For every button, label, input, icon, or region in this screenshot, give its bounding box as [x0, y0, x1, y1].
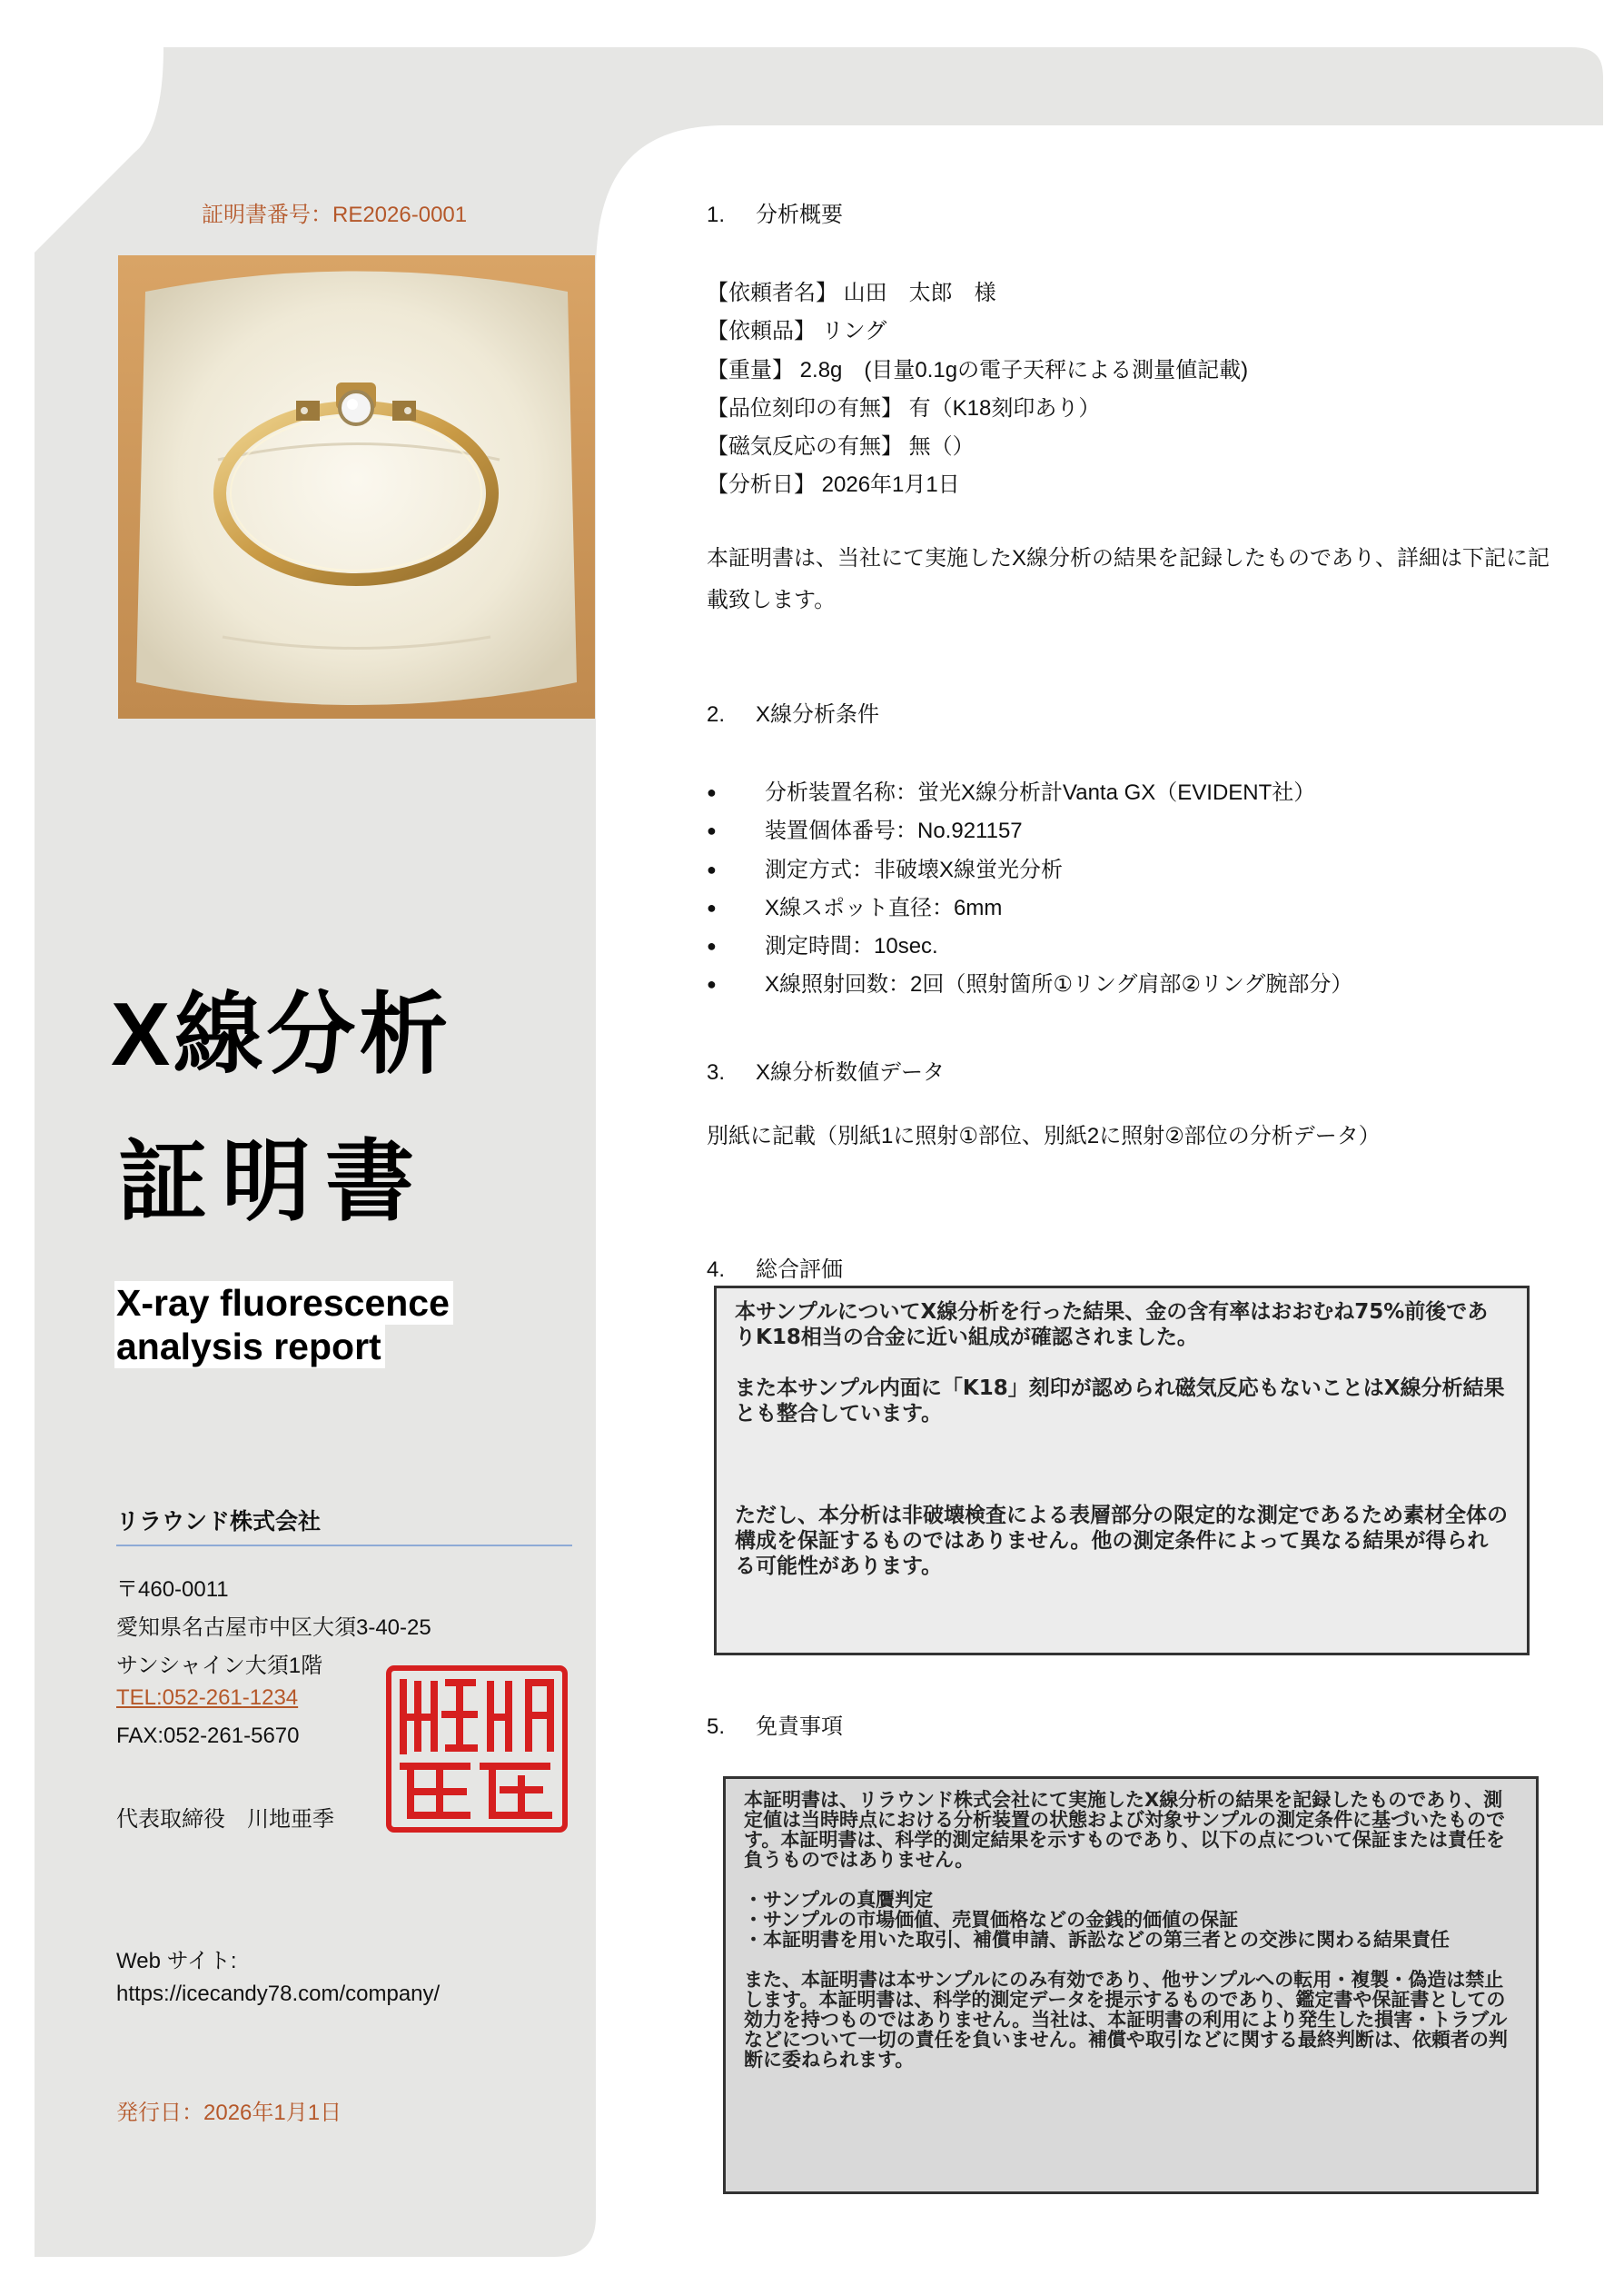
bullet-icon: ● — [707, 899, 717, 917]
web-url-link[interactable]: https://icecandy78.com/company/ — [116, 1982, 441, 2006]
title-line-1: X線分析 — [111, 984, 452, 1084]
section-1-number: 1. — [707, 203, 726, 227]
section-5-title: 免責事項 — [756, 1714, 843, 1739]
date-value: 2026年1月1日 — [821, 472, 960, 497]
company-name: リラウンド株式会社 — [116, 1509, 322, 1535]
postal-code: 〒460-0011 — [116, 1577, 229, 1602]
section-5-heading — [707, 1708, 843, 1740]
section-3-number: 3. — [707, 1060, 726, 1085]
weight-row — [707, 352, 1248, 383]
company-divider — [116, 1545, 572, 1546]
fax-number: FAX:052-261-5670 — [116, 1724, 300, 1748]
section-1-heading — [707, 196, 843, 228]
section-1-title: 分析概要 — [756, 203, 843, 227]
stamp-row — [707, 390, 1100, 422]
client-row — [707, 274, 996, 306]
date-label: 【分析日】 — [707, 472, 816, 497]
section-5-number: 5. — [707, 1714, 726, 1739]
client-label: 【依頼者名】 — [707, 281, 837, 305]
representative: 代表取締役 川地亜季 — [116, 1807, 334, 1832]
stamp-label: 【品位刻印の有無】 — [707, 396, 903, 421]
section-2-heading — [707, 696, 879, 728]
section-4-number: 4. — [707, 1257, 726, 1282]
issue-date: 発行日：2026年1月1日 — [116, 2101, 342, 2125]
disclaimer-list-item: ・サンプルの市場価値、売買価格などの金銭的価値の保証 — [744, 1909, 1239, 1931]
condition-item: ● X線照射回数：2回（照射箇所①リング肩部②リング腕部分） — [707, 972, 1353, 997]
bullet-icon: ● — [707, 860, 717, 879]
client-value: 山田 太郎 様 — [843, 281, 996, 305]
address-line-2: サンシャイン大須1階 — [116, 1654, 323, 1678]
data-note: 別紙に記載（別紙1に照射①部位、別紙2に照射②部位の分析データ） — [707, 1124, 1381, 1148]
section-2-title: X線分析条件 — [756, 702, 880, 727]
condition-item: ● 装置個体番号：No.921157 — [707, 819, 1023, 843]
section-2-number: 2. — [707, 702, 726, 727]
bullet-icon: ● — [707, 937, 717, 955]
disclaimer-box — [723, 1776, 1539, 2194]
stamp-value: 有（K18刻印あり） — [908, 396, 1101, 421]
item-label: 【依頼品】 — [707, 319, 816, 343]
evaluation-box — [714, 1286, 1530, 1655]
condition-item: ● 測定方式：非破壊X線蛍光分析 — [707, 858, 1064, 882]
condition-item: ● 分析装置名称：蛍光X線分析計Vanta GX（EVIDENT社） — [707, 780, 1316, 805]
magnet-row — [707, 428, 975, 460]
item-row — [707, 313, 886, 344]
magnet-label: 【磁気反応の有無】 — [707, 434, 903, 459]
address-line-1: 愛知県名古屋市中区大須3-40-25 — [116, 1615, 431, 1640]
evaluation-paragraph-1: 本サンプルについてX線分析を行った結果、金の含有率はおおむね75%前後でありK18相当の合金に近い組成が確認されました。 — [735, 1300, 1489, 1349]
disclaimer-list-item: ・本証明書を用いた取引、補償申請、訴訟などの第三者との交渉に関わる結果責任 — [744, 1929, 1450, 1951]
weight-value: 2.8g (目量0.1gの電子天秤による測量値記載) — [799, 358, 1249, 382]
tel-link[interactable]: TEL:052-261-1234 — [116, 1685, 299, 1710]
bullet-icon: ● — [707, 821, 717, 840]
section-3-heading — [707, 1054, 945, 1086]
subtitle-line-2: analysis report — [114, 1325, 385, 1368]
subtitle-line-1: X-ray fluorescence — [114, 1281, 453, 1325]
disclaimer-paragraph-2: また、本証明書は本サンプルにのみ有効であり、他サンプルへの転用・複製・偽造は禁止します。本証明書は、科学的測定データを提示するものであり、鑑定書や保証書としての効力を持つものではありません。当社は、本証明書の利用により発生した損害・トラブルなどについて一切の責任を負いません。補償や取引などに関する最終判断は、依頼者の判断に委ねられます。 — [744, 1969, 1508, 2071]
title-line-2: 証明書 — [118, 1131, 430, 1231]
disclaimer-list-item: ・サンプルの真贋判定 — [744, 1889, 934, 1911]
web-label: Web サイト: — [116, 1949, 237, 1973]
section-3-title: X線分析数値データ — [756, 1060, 946, 1085]
disclaimer-paragraph-1: 本証明書は、リラウンド株式会社にて実施したX線分析の結果を記録したものであり、測定値は当時時点における分析装置の状態および対象サンプルの測定条件に基づいたものです。本証明書は、科学的測定結果を示すものであり、以下の点について保証または責任を負うものではありません。 — [744, 1789, 1506, 1871]
ring-photo — [118, 255, 595, 719]
bullet-icon: ● — [707, 975, 717, 993]
item-value: リング — [821, 319, 887, 343]
section-4-heading — [707, 1251, 843, 1283]
subtitle — [114, 1281, 453, 1368]
certificate-number: 証明書番号：RE2026-0001 — [202, 203, 468, 227]
evaluation-paragraph-3: ただし、本分析は非破壊検査による表層部分の限定的な測定であるため素材全体の構成を保証するものではありません。他の測定条件によって異なる結果が得られる可能性があります。 — [735, 1504, 1508, 1578]
summary-paragraph: 本証明書は、当社にて実施したX線分析の結果を記録したものであり、詳細は下記に記載致します。 — [707, 546, 1550, 612]
condition-item: ● X線スポット直径：6mm — [707, 896, 1003, 920]
condition-item: ● 測定時間：10sec. — [707, 934, 938, 959]
weight-label: 【重量】 — [707, 358, 794, 382]
bullet-icon: ● — [707, 783, 717, 801]
date-row — [707, 466, 960, 498]
evaluation-paragraph-2: また本サンプル内面に「K18」刻印が認められ磁気反応もないことはX線分析結果とも整合しています。 — [735, 1376, 1505, 1426]
section-4-title: 総合評価 — [756, 1257, 843, 1282]
company-seal-icon — [385, 1664, 569, 1833]
magnet-value: 無（） — [908, 434, 975, 459]
